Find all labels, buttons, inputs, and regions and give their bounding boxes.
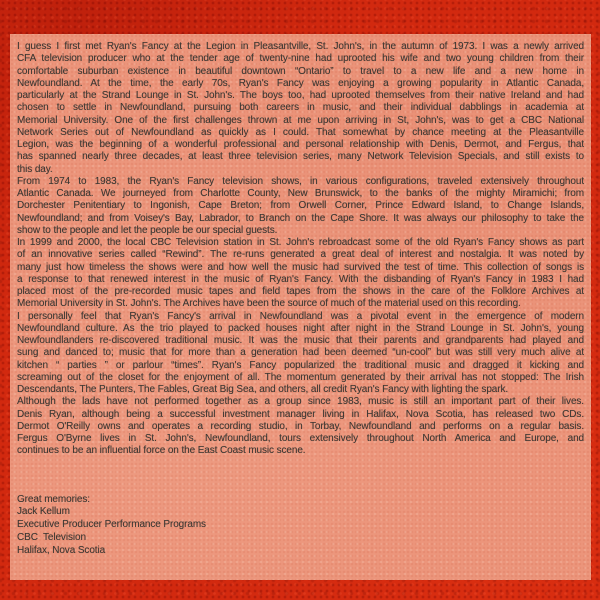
text-line: Denis Ryan, although being a successful investment manager living in Halifax, Nova Scotia, has released two CDs. — [17, 408, 584, 420]
text-line: particularly at the Strand Lounge in St. John's. The boys too, had uprooted themselves from their native Ireland and had — [17, 90, 584, 101]
text-line: Memorial University in St. John's. The Archives have been the source of much of the material used on this recording. — [17, 298, 521, 310]
text-line: sung and danced to; music that for more than a generation had been deemed “un-cool” but was still very much alive at — [17, 347, 584, 359]
text-line: Atlantic Canada. We journeyed from Charlotte County, New Brunswick, to the banks of the mighty Miramichi; from — [17, 188, 584, 199]
text-line: of an innovative series called “Rewind”. The re-runs generated a great deal of interest and nostalgia. It was noted by — [17, 249, 584, 261]
liner-notes-paragraphs — [10, 34, 591, 458]
text-line: kitchen “ parties ” or parlour “times”. Ryan's Fancy popularized the traditional music and dragged it kicking and — [17, 359, 584, 371]
text-line: Dorchester Penitentiary to Ingonish, Cape Breton; from Orwell Corner, Prince Edward Island, to Change Islands, — [17, 200, 584, 212]
credit-line: Executive Producer Performance Programs — [17, 519, 206, 531]
text-line: I guess I first met Ryan's Fancy at the Legion in Pleasantville, St. John's, in the autumn of 1973. I was a newly arrived — [17, 41, 584, 52]
text-line: CFA television producer who at the tender age of twenty-nine had uprooted his wife and two young children from their — [17, 53, 584, 65]
credit-line: Halifax, Nova Scotia — [17, 544, 106, 556]
credit-line: Jack Kellum — [17, 506, 70, 518]
text-line: Descendants, The Punters, The Fables, Great Big Sea, and others, all credit Ryan's Fancy with lighting the spark. — [17, 384, 509, 395]
text-line: I personally feel that Ryan's Fancy's arrival in Newfoundland was a pivotal event in the emergence of modern — [17, 310, 584, 322]
text-line: a response to that renewed interest in the music of Ryan's Fancy. With the disbanding of Ryan's Fancy in 1983 I had — [17, 273, 584, 285]
text-line: Newfoundland; and from Voisey's Bay, Labrador, to Branch on the Cape Shore. It was always our philosophy to take the — [17, 212, 584, 224]
liner-notes-panel — [10, 34, 591, 580]
text-line: has spanned nearly three decades, at least three television series, many Network Television Specials, and still exists to — [17, 151, 584, 163]
text-line: this day. — [17, 163, 53, 175]
text-line: Newfoundland culture. As the trio played to packed houses night after night in the Strand Lounge in St. John's, young — [17, 322, 584, 334]
text-line: continues to be an influential force on the East Coast music scene. — [17, 445, 306, 457]
text-line: show to the people and let the people be our special guests. — [17, 224, 278, 236]
text-line: comfortable suburban existence in beautiful downtown “Ontario” to travel to a new life and a new home in — [17, 65, 584, 77]
text-line: In 1999 and 2000, the local CBC Television station in St. John's rebroadcast some of the old Ryan's Fancy shows as part — [17, 237, 584, 248]
text-line: placed most of the pre-recorded music tapes and field tapes from the shows in the care of the Folklore Archives at — [17, 286, 584, 297]
text-line: Fergus O'Byrne lives in St. John's, Newfoundland, tours extensively throughout North America and Europe, and — [17, 433, 584, 444]
text-line: Memorial University. One of the first challenges thrown at me upon arriving in St, John's, was to get a CBC National — [17, 114, 584, 126]
text-line: Newfoundlanders re-discovered traditional music. It was the music that their parents and grandparents had played and — [17, 335, 584, 346]
text-line: From 1974 to 1983, the Ryan's Fancy television shows, in various configurations, traveled extensively throughout — [17, 175, 584, 187]
text-line: Legion, was the beginning of a wonderful professional and personal relationship with Denis, Dermot, and Fergus, that — [17, 139, 584, 150]
text-line: screaming out of the closet for the enjoyment of all. The momentum generated by their arrival has not stopped: The Irish — [17, 371, 584, 383]
text-line: Although the lads have not performed together as a group since 1983, music is still an important part of their lives. — [17, 396, 584, 408]
text-line: chosen to settle in Newfoundland, pursuing both careers in music, and their individual dabblings in academia at — [17, 102, 584, 114]
text-line: Network Series out of Newfoundland as quickly as I could. That somewhat by chance meeting at the Pleasantville — [17, 126, 584, 138]
text-line: Dermot O'Reilly owns and operates a recording studio, in Torbay, Newfoundland and performs on a regular basis. — [17, 420, 584, 432]
text-line: Newfoundland. At the time, the early 70s, Ryan's Fancy was enjoying a growing popularity in Atlantic Canada, — [17, 77, 584, 89]
text-line: many just how timeless the shows were and how well the music had survived the test of time. This collection of songs is — [17, 261, 584, 273]
credits-block — [10, 494, 591, 558]
credit-line: CBC Television — [17, 531, 86, 543]
credit-line: Great memories: — [17, 493, 90, 505]
